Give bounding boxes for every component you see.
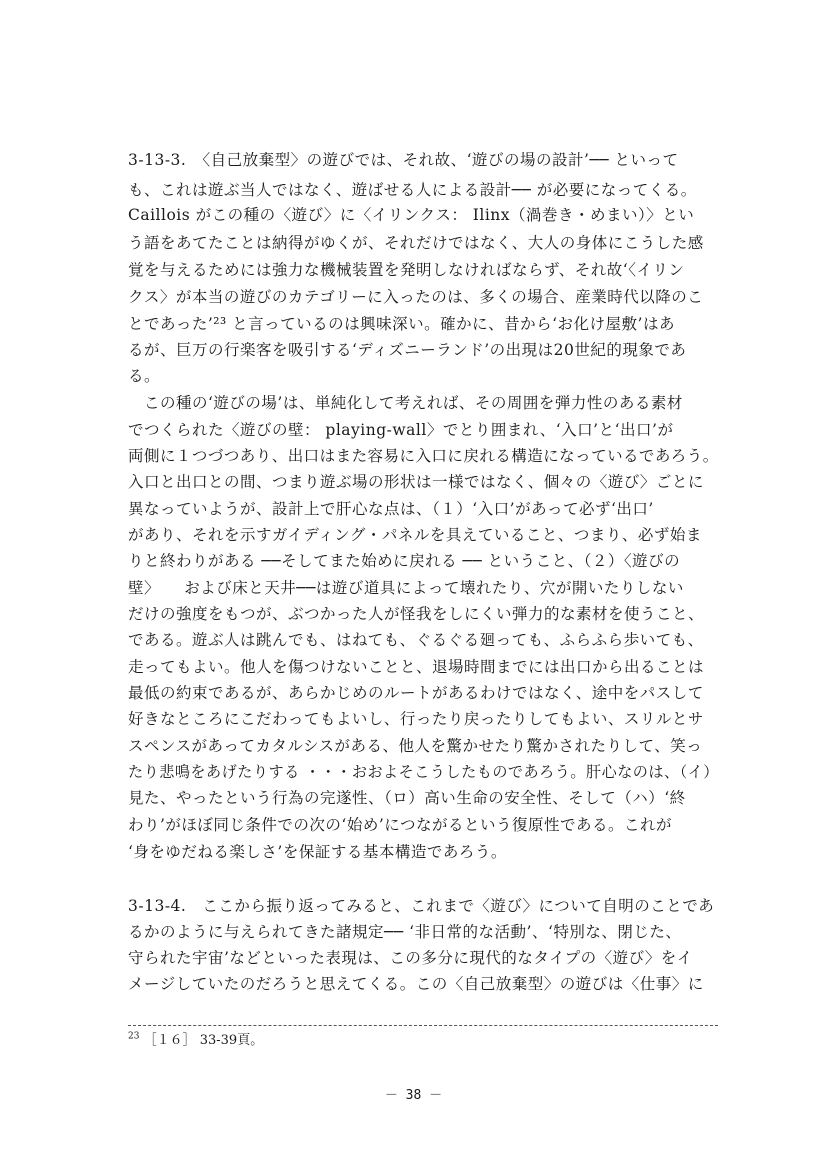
text-line: 好きなところにこだわってもよいし、行ったり戻ったりしてもよい、スリルとサ <box>128 710 704 728</box>
text-line: メージしていたのだろうと思えてくる。この〈自己放棄型〉の遊びは〈仕事〉に <box>128 975 704 993</box>
text-line: るが、巨万の行楽客を吸引する‘ディズニーランド’の出現は20世紀的現象であ <box>128 341 687 359</box>
footnote-text: ［１６］ 33-39頁。 <box>143 1033 264 1048</box>
text-line: 3-13-4. ここから振り返ってみると、これまで〈遊び〉について自明のことであ <box>128 897 715 915</box>
text-line: だけの強度をもつが、ぶつかった人が怪我をしにくい弾力的な素材を使うこと、 <box>128 605 705 623</box>
text-line: たり悲鳴をあげたりする ・・・おおよそこうしたものであろう。肝心なのは、（イ） <box>128 763 719 781</box>
text-line: があり、それを示すガイディング・パネルを具えていること、つまり、必ず始ま <box>128 526 702 544</box>
text-line: 壁〉 および床と天井──は遊び道具によって壊れたり、穴が開いたりしない <box>128 579 684 597</box>
text-line: である。遊ぶ人は跳んでも、はねても、ぐるぐる廻っても、ふらふら歩いても、 <box>128 631 704 649</box>
footnote-divider <box>128 1025 718 1026</box>
text-line: る。 <box>128 367 161 385</box>
text-line: るかのように与えられてきた諸規定── ‘非日常的な活動’、‘特別な、閉じた、 <box>128 923 682 941</box>
text-line: 入口と出口との間、つまり遊ぶ場の形状は一様ではなく、個々の〈遊び〉ごとに <box>128 473 704 491</box>
text-line: 走ってもよい。他人を傷つけないことと、退場時間までには出口から出ることは <box>128 658 705 676</box>
text-line: この種の‘遊びの場’は、単純化して考えれば、その周囲を弾力性のある素材 <box>144 394 683 412</box>
text-line: でつくられた〈遊びの壁： playing-wall〉でとり囲まれ、‘入口’と‘出口’が <box>128 421 674 439</box>
text-line: スペンスがあってカタルシスがある、他人を驚かせたり驚かされたりして、笑っ <box>128 737 703 755</box>
text-line: りと終わりがある ──そしてまた始めに戻れる ── ということ、（２）〈遊びの <box>128 552 681 570</box>
text-line: う語をあてたことは納得がゆくが、それだけではなく、大人の身体にこうした感 <box>128 234 704 252</box>
text-line: 覚を与えるためには強力な機械装置を発明しなければならず、それ故‘〈イリン <box>128 261 685 279</box>
text-line: 両側に１つづつあり、出口はまた容易に入口に戻れる構造になっているであろう。 <box>128 447 719 465</box>
text-line: 見た、やったという行為の完遂性、（ロ）高い生命の安全性、そして（ハ）‘終 <box>128 789 686 807</box>
footnote <box>128 1032 263 1050</box>
text-line: 守られた宇宙’などといった表現は、この多分に現代的なタイプの〈遊び〉をイ <box>128 949 693 967</box>
text-line: Caillois がこの種の〈遊び〉に〈イリンクス： Ilinx（渦巻き・めまい）〉とい <box>128 206 695 224</box>
text-line: わり’がほぼ同じ条件での次の‘始め’につながるという復原性である。これが <box>128 816 672 834</box>
text-line: 3-13-3. 〈自己放棄型〉の遊びでは、それ故、‘遊びの場の設計’── といって <box>128 151 679 169</box>
text-line: クス〉が本当の遊びのカテゴリーに入ったのは、多くの場合、産業時代以降のこ <box>128 288 704 306</box>
footnote-marker: 23 <box>128 1031 140 1042</box>
page-number: － 38 － <box>384 1088 443 1103</box>
text-line: 異なっていようが、設計上で肝心な点は、（１）‘入口’があって必ず‘出口’ <box>128 500 654 518</box>
text-line: とであった’²³ と言っているのは興味深い。確かに、昔から‘お化け屋敷’はあ <box>128 315 675 333</box>
text-line: 最低の約束であるが、あらかじめのルートがあるわけではなく、途中をパスして <box>128 684 704 702</box>
text-line: ‘身をゆだねる楽しさ’を保証する基本構造であろう。 <box>128 843 507 861</box>
text-line: も、これは遊ぶ当人ではなく、遊ばせる人による設計── が必要になってくる。 <box>128 181 697 199</box>
